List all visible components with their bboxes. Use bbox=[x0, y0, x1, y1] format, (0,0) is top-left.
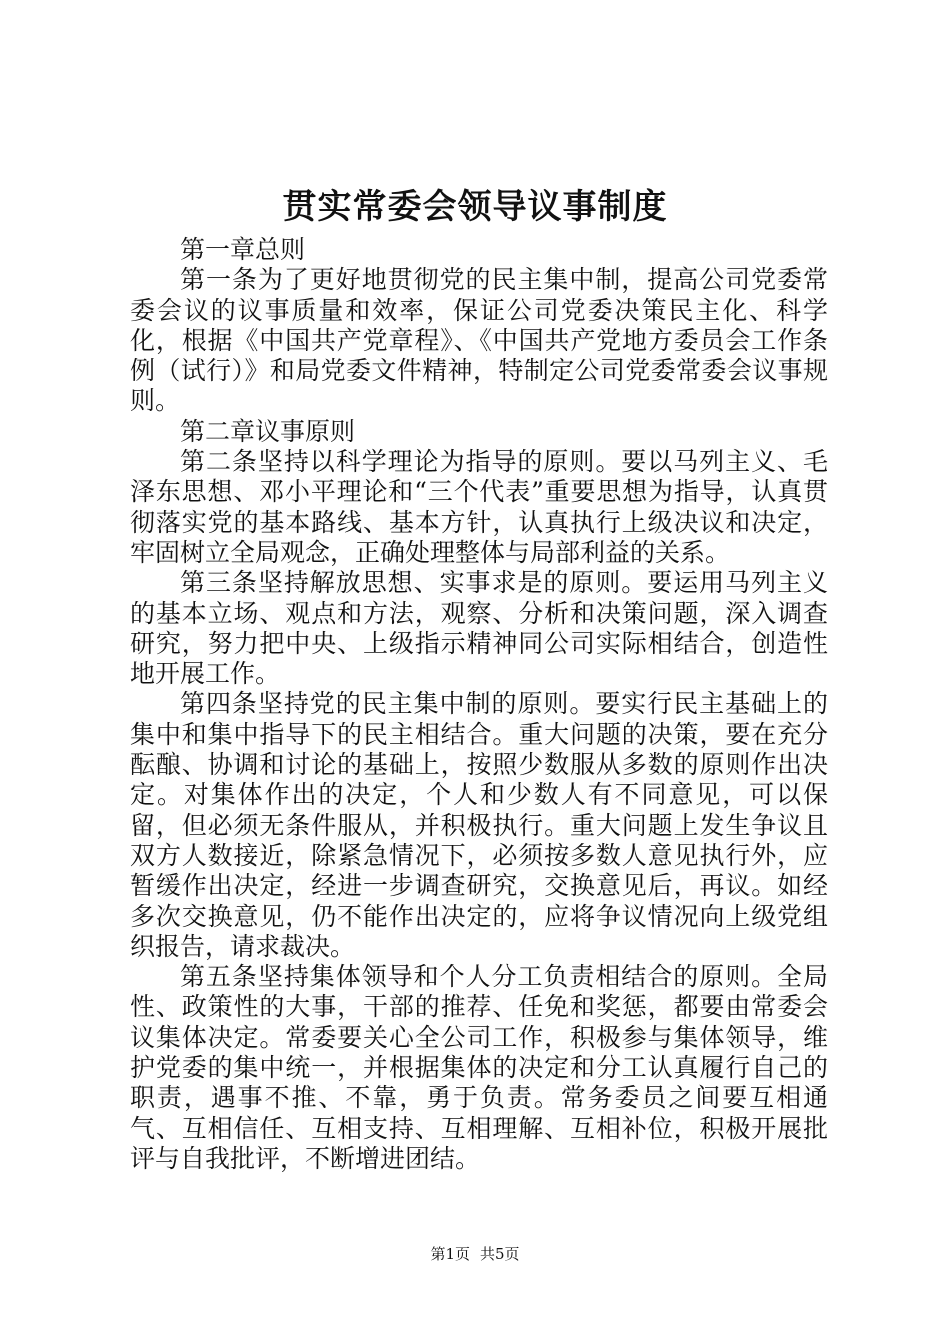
page-total: 共5页 bbox=[480, 1245, 520, 1263]
article-5: 第五条坚持集体领导和个人分工负责相结合的原则。全局性、政策性的大事，干部的推荐、任免和奖惩，都要由常委会议集体决定。常委要关心全公司工作，积极参与集体领导，维护党委的集中统一，并根据集体的决定和分工认真履行自己的职责，遇事不推、不靠，勇于负责。常务委员之间要互相通气、互相信任、互相支持、互相理解、互相补位，积极开展批评与自我批评，不断增进团结。 bbox=[130, 962, 828, 1173]
chapter-heading-2: 第二章议事原则 bbox=[180, 416, 356, 446]
chapter-heading-1: 第一章总则 bbox=[180, 235, 306, 264]
article-1: 第一条为了更好地贯彻党的民主集中制，提高公司党委常委会议的议事质量和效率，保证公司党委决策民主化、科学化，根据《中国共产党章程》、《中国共产党地方委员会工作条例（试行）》和局党委文件精神，特制定公司党委常委会议事规则。 bbox=[130, 265, 828, 416]
document-title: 贯实常委会领导议事制度 bbox=[282, 187, 668, 227]
article-3: 第三条坚持解放思想、实事求是的原则。要运用马列主义的基本立场、观点和方法，观察、分析和决策问题，深入调查研究，努力把中央、上级指示精神同公司实际相结合，创造性地开展工作。 bbox=[130, 568, 828, 689]
page-number: 第1页 bbox=[430, 1245, 470, 1263]
article-2: 第二条坚持以科学理论为指导的原则。要以马列主义、毛泽东思想、邓小平理论和“三个代表”重要思想为指导，认真贯彻落实党的基本路线、基本方针，认真执行上级决议和决定，牢固树立全局观念，正确处理整体与局部利益的关系。 bbox=[130, 447, 828, 567]
document-body bbox=[130, 235, 828, 1174]
article-4: 第四条坚持党的民主集中制的原则。要实行民主基础上的集中和集中指导下的民主相结合。重大问题的决策，要在充分酝酿、协调和讨论的基础上，按照少数服从多数的原则作出决定。对集体作出的决定，个人和少数人有不同意见，可以保留，但必须无条件服从，并积极执行。重大问题上发生争议且双方人数接近，除紧急情况下，必须按多数人意见执行外，应暂缓作出决定，经进一步调查研究，交换意见后，再议。如经多次交换意见，仍不能作出决定的，应将争议情况向上级党组织报告，请求裁决。 bbox=[130, 689, 828, 961]
page-footer bbox=[0, 1244, 950, 1264]
